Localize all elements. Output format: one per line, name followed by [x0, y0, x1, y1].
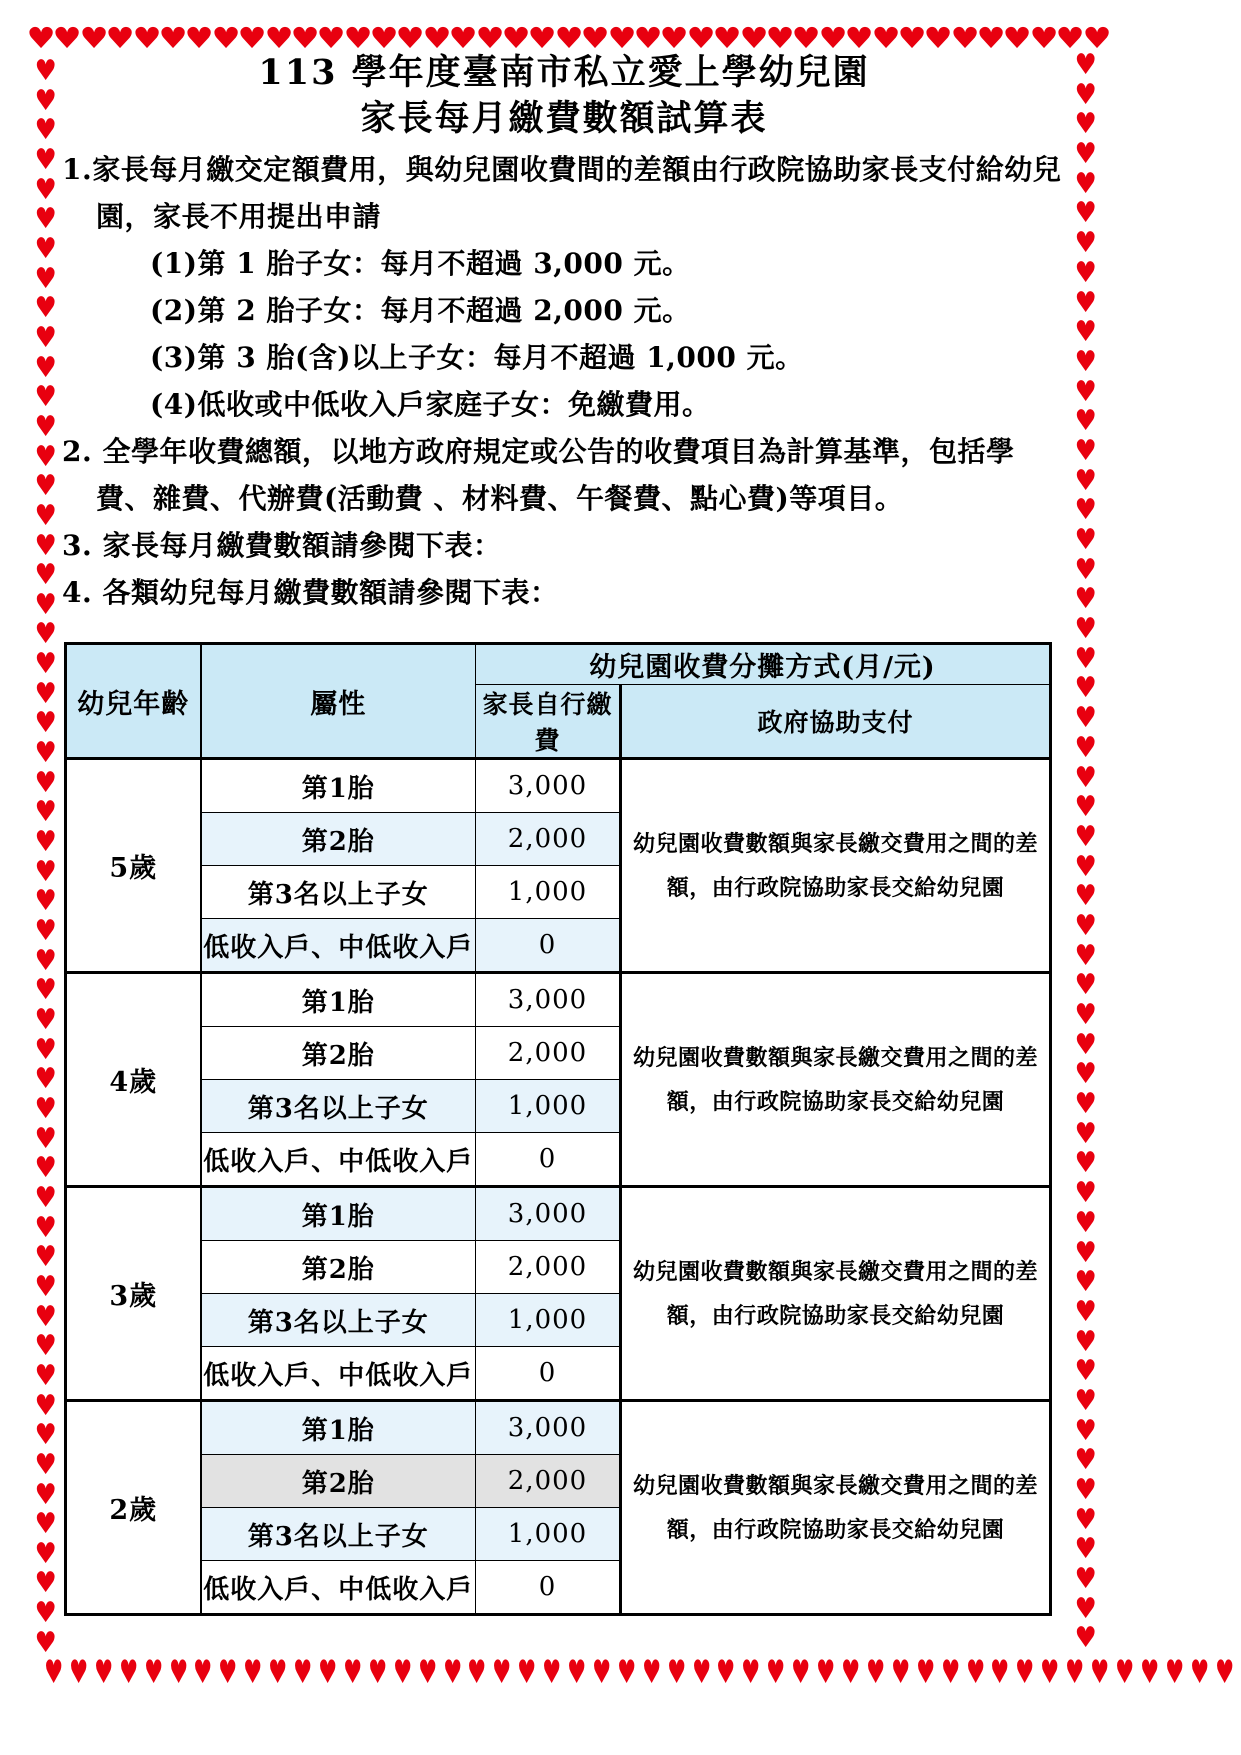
note-item-1: 1.家長每月繳交定額費用，與幼兒園收費間的差額由行政院協助家長支付給幼兒園，家長不用提出申請 [62, 153, 1062, 233]
heart-icon: ♥ [69, 1654, 89, 1692]
heart-icon: ♥ [890, 1654, 911, 1692]
heart-icon: ♥ [1074, 345, 1097, 379]
heart-icon: ♥ [1074, 196, 1097, 230]
parent-fee-cell: 0 [476, 1561, 621, 1615]
heart-icon: ♥ [34, 351, 57, 385]
heart-icon: ♥ [34, 1389, 57, 1423]
column-header-split-method: 幼兒園收費分攤方式(月/元) [476, 644, 1051, 685]
heart-icon: ♥ [417, 1654, 437, 1692]
heart-icon: ♥ [158, 21, 188, 55]
parent-fee-cell: 3,000 [476, 1187, 621, 1241]
heart-icon: ♥ [34, 232, 57, 266]
heart-icon: ♥ [44, 1654, 64, 1692]
heart-icon: ♥ [1189, 1654, 1209, 1692]
heart-icon: ♥ [791, 21, 821, 55]
heart-icon: ♥ [105, 21, 135, 55]
heart-icon: ♥ [34, 1270, 57, 1304]
heart-icon: ♥ [816, 1654, 836, 1692]
heart-icon: ♥ [34, 469, 57, 503]
heart-icon: ♥ [950, 21, 980, 55]
heart-icon: ♥ [1074, 761, 1097, 794]
gov-support-cell: 幼兒園收費數額與家長繳交費用之間的差額，由行政院協助家長交給幼兒園 [621, 1401, 1051, 1615]
attribute-cell: 第3名以上子女 [201, 866, 476, 919]
heart-icon: ♥ [52, 21, 82, 55]
heart-icon: ♥ [34, 262, 57, 296]
heart-icon: ♥ [34, 1240, 57, 1274]
heart-icon: ♥ [34, 380, 57, 414]
heart-icon: ♥ [527, 21, 557, 55]
heart-icon: ♥ [1074, 820, 1097, 854]
heart-icon: ♥ [766, 1654, 786, 1692]
heart-border-top [26, 21, 1112, 55]
heart-icon: ♥ [592, 1654, 612, 1692]
heart-icon: ♥ [1074, 671, 1097, 705]
heart-icon: ♥ [1214, 1654, 1234, 1692]
heart-icon: ♥ [34, 529, 57, 562]
attribute-cell: 第2胎 [201, 1027, 476, 1080]
heart-icon: ♥ [492, 1654, 512, 1692]
heart-icon: ♥ [34, 1359, 57, 1393]
attribute-cell: 第1胎 [201, 1187, 476, 1241]
parent-fee-cell: 0 [476, 919, 621, 973]
page-title-line2: 家長每月繳費數額試算表 [360, 98, 768, 139]
gov-support-cell: 幼兒園收費數額與家長繳交費用之間的差額，由行政院協助家長交給幼兒園 [621, 1187, 1051, 1401]
heart-icon: ♥ [990, 1654, 1010, 1692]
heart-icon: ♥ [897, 21, 927, 55]
heart-icon: ♥ [1002, 21, 1033, 55]
page-title-line1: 113 學年度臺南市私立愛上學幼兒園 [258, 52, 870, 93]
heart-icon: ♥ [1074, 1028, 1097, 1062]
heart-icon: ♥ [132, 21, 162, 55]
note-subitem-1-4: (4)低收或中低收入戶家庭子女：免繳費用。 [150, 388, 711, 421]
heart-icon: ♥ [1074, 256, 1097, 290]
attribute-cell: 第2胎 [201, 1455, 476, 1508]
heart-icon: ♥ [741, 1654, 761, 1692]
heart-icon: ♥ [34, 1003, 57, 1037]
parent-fee-cell: 2,000 [476, 1027, 621, 1080]
heart-icon: ♥ [1074, 137, 1097, 171]
heart-icon: ♥ [1074, 404, 1097, 438]
heart-icon: ♥ [1074, 1176, 1097, 1210]
heart-icon: ♥ [1074, 48, 1097, 82]
heart-icon: ♥ [34, 143, 57, 177]
heart-icon: ♥ [168, 1654, 188, 1692]
heart-icon: ♥ [1015, 1654, 1035, 1692]
heart-icon: ♥ [34, 1092, 57, 1126]
heart-icon: ♥ [34, 677, 57, 711]
parent-fee-cell: 0 [476, 1133, 621, 1187]
parent-fee-cell: 3,000 [476, 1401, 621, 1455]
heart-icon: ♥ [34, 440, 57, 474]
heart-icon: ♥ [1074, 790, 1097, 824]
heart-icon: ♥ [237, 21, 267, 55]
heart-icon: ♥ [1074, 1146, 1097, 1180]
heart-icon: ♥ [1074, 998, 1097, 1032]
column-header-attr: 屬性 [201, 644, 476, 759]
document-content [62, 50, 1066, 1616]
heart-icon: ♥ [34, 1329, 57, 1363]
heart-icon: ♥ [34, 173, 57, 207]
heart-icon: ♥ [34, 766, 57, 800]
age-cell-3歲: 3歲 [66, 1187, 201, 1401]
heart-icon: ♥ [1074, 1236, 1097, 1269]
heart-icon: ♥ [34, 795, 57, 829]
heart-icon: ♥ [34, 617, 57, 651]
heart-border-right [1074, 48, 1097, 1655]
attribute-cell: 第3名以上子女 [201, 1508, 476, 1561]
heart-icon: ♥ [34, 54, 57, 88]
heart-icon: ♥ [290, 21, 320, 55]
heart-icon: ♥ [1074, 553, 1097, 587]
heart-icon: ♥ [268, 1654, 288, 1692]
attribute-cell: 低收入戶、中低收入戶 [201, 1561, 476, 1615]
heart-icon: ♥ [34, 84, 57, 118]
heart-icon: ♥ [1074, 1621, 1097, 1655]
heart-icon: ♥ [1074, 1057, 1097, 1091]
heart-icon: ♥ [1074, 1325, 1097, 1359]
heart-icon: ♥ [1074, 909, 1097, 943]
heart-icon: ♥ [318, 1654, 338, 1692]
attribute-cell: 低收入戶、中低收入戶 [201, 1347, 476, 1401]
heart-icon: ♥ [34, 588, 57, 622]
heart-icon: ♥ [442, 1654, 462, 1692]
heart-icon: ♥ [34, 1626, 57, 1660]
heart-icon: ♥ [26, 21, 56, 55]
heart-icon: ♥ [1065, 1654, 1085, 1692]
heart-icon: ♥ [738, 21, 769, 55]
heart-icon: ♥ [686, 21, 716, 55]
heart-icon: ♥ [293, 1654, 313, 1692]
heart-icon: ♥ [1074, 879, 1097, 913]
heart-icon: ♥ [34, 1566, 57, 1600]
attribute-cell: 第3名以上子女 [201, 1080, 476, 1133]
heart-icon: ♥ [34, 647, 57, 681]
heart-icon: ♥ [369, 21, 399, 55]
heart-icon: ♥ [1074, 1592, 1097, 1626]
attribute-cell: 第2胎 [201, 813, 476, 866]
heart-icon: ♥ [1074, 78, 1097, 112]
heart-icon: ♥ [34, 825, 57, 859]
heart-icon: ♥ [517, 1654, 537, 1692]
heart-icon: ♥ [342, 1654, 363, 1692]
heart-icon: ♥ [1074, 1117, 1097, 1151]
attribute-cell: 第1胎 [201, 759, 476, 813]
heart-border-left [34, 54, 57, 1660]
heart-icon: ♥ [34, 1507, 57, 1541]
heart-icon: ♥ [34, 1418, 57, 1452]
gov-support-cell: 幼兒園收費數額與家長繳交費用之間的差額，由行政院協助家長交給幼兒園 [621, 973, 1051, 1187]
heart-icon: ♥ [1074, 1503, 1097, 1537]
note-subitem-1-2: (2)第 2 胎子女：每月不超過 2,000 元。 [150, 294, 691, 327]
notes-list [62, 146, 1066, 616]
heart-border-bottom [42, 1654, 1236, 1692]
heart-icon: ♥ [1074, 286, 1097, 319]
fee-table [64, 642, 1052, 1616]
heart-icon: ♥ [34, 202, 57, 236]
attribute-cell: 第3名以上子女 [201, 1294, 476, 1347]
heart-icon: ♥ [659, 21, 689, 55]
parent-fee-cell: 1,000 [476, 1080, 621, 1133]
heart-icon: ♥ [844, 21, 874, 55]
heart-icon: ♥ [580, 21, 610, 55]
heart-icon: ♥ [567, 1654, 587, 1692]
heart-icon: ♥ [1082, 21, 1112, 55]
heart-icon: ♥ [118, 1654, 138, 1692]
heart-icon: ♥ [616, 1654, 637, 1692]
heart-icon: ♥ [923, 21, 953, 55]
heart-icon: ♥ [34, 944, 57, 978]
attribute-cell: 低收入戶、中低收入戶 [201, 1133, 476, 1187]
heart-icon: ♥ [1055, 21, 1085, 55]
heart-icon: ♥ [34, 499, 57, 533]
parent-fee-cell: 1,000 [476, 1294, 621, 1347]
heart-icon: ♥ [965, 1654, 985, 1692]
heart-icon: ♥ [395, 21, 426, 55]
heart-icon: ♥ [1074, 1354, 1097, 1388]
heart-icon: ♥ [1074, 968, 1097, 1002]
table-row [66, 1401, 1051, 1455]
parent-fee-cell: 2,000 [476, 1455, 621, 1508]
heart-icon: ♥ [34, 973, 57, 1007]
heart-icon: ♥ [34, 1062, 57, 1096]
heart-icon: ♥ [218, 1654, 238, 1692]
heart-icon: ♥ [1115, 1654, 1135, 1692]
heart-icon: ♥ [1164, 1654, 1184, 1692]
column-header-gov-pay: 政府協助支付 [621, 685, 1051, 759]
heart-icon: ♥ [841, 1654, 861, 1692]
heart-icon: ♥ [1074, 167, 1097, 201]
attribute-cell: 第2胎 [201, 1241, 476, 1294]
heart-icon: ♥ [1074, 612, 1097, 646]
heart-icon: ♥ [263, 21, 294, 55]
heart-icon: ♥ [34, 1478, 57, 1511]
heart-icon: ♥ [940, 1654, 960, 1692]
heart-icon: ♥ [866, 1654, 886, 1692]
table-row [66, 973, 1051, 1027]
parent-fee-cell: 0 [476, 1347, 621, 1401]
heart-icon: ♥ [467, 1654, 487, 1692]
heart-icon: ♥ [915, 1654, 935, 1692]
heart-icon: ♥ [1074, 375, 1097, 409]
heart-icon: ♥ [501, 21, 531, 55]
heart-icon: ♥ [1074, 1473, 1097, 1507]
heart-icon: ♥ [716, 1654, 736, 1692]
heart-icon: ♥ [34, 291, 57, 325]
heart-icon: ♥ [34, 706, 57, 740]
heart-icon: ♥ [34, 1151, 57, 1185]
parent-fee-cell: 3,000 [476, 759, 621, 813]
heart-icon: ♥ [870, 21, 901, 55]
heart-icon: ♥ [554, 21, 584, 55]
heart-icon: ♥ [542, 1654, 562, 1692]
heart-icon: ♥ [1074, 315, 1097, 349]
parent-fee-cell: 3,000 [476, 973, 621, 1027]
heart-icon: ♥ [184, 21, 214, 55]
heart-icon: ♥ [1074, 1562, 1097, 1596]
heart-icon: ♥ [243, 1654, 263, 1692]
heart-icon: ♥ [1074, 1206, 1097, 1240]
column-header-parent-pay: 家長自行繳費 [476, 685, 621, 759]
parent-fee-cell: 1,000 [476, 1508, 621, 1561]
note-item-2: 2. 全學年收費總額，以地方政府規定或公告的收費項目為計算基準，包括學費、雜費、代辦費(活動費 、材料費、午餐費、點心費)等項目。 [62, 435, 1015, 515]
heart-icon: ♥ [1074, 1443, 1097, 1477]
heart-icon: ♥ [1074, 493, 1097, 527]
heart-icon: ♥ [1029, 21, 1059, 55]
heart-icon: ♥ [1074, 701, 1097, 735]
heart-icon: ♥ [34, 884, 57, 918]
parent-fee-cell: 2,000 [476, 1241, 621, 1294]
heart-icon: ♥ [211, 21, 241, 55]
heart-icon: ♥ [392, 1654, 412, 1692]
heart-icon: ♥ [448, 21, 478, 55]
parent-fee-cell: 1,000 [476, 866, 621, 919]
heart-icon: ♥ [1090, 1654, 1110, 1692]
parent-fee-cell: 2,000 [476, 813, 621, 866]
note-item-4: 4. 各類幼兒每月繳費數額請參閱下表： [62, 576, 559, 609]
heart-icon: ♥ [367, 1654, 387, 1692]
heart-icon: ♥ [1074, 731, 1097, 765]
note-item-3: 3. 家長每月繳費數額請參閱下表： [62, 529, 502, 562]
note-subitem-1-1: (1)第 1 胎子女：每月不超過 3,000 元。 [150, 247, 691, 280]
heart-icon: ♥ [1074, 107, 1097, 141]
heart-icon: ♥ [1074, 939, 1097, 973]
heart-icon: ♥ [475, 21, 505, 55]
fee-table-header [66, 644, 1051, 759]
heart-icon: ♥ [1074, 850, 1097, 884]
heart-icon: ♥ [1139, 1654, 1160, 1692]
heart-icon: ♥ [193, 1654, 213, 1692]
heart-icon: ♥ [34, 113, 57, 147]
heart-icon: ♥ [1074, 523, 1097, 557]
heart-icon: ♥ [34, 1448, 57, 1482]
heart-icon: ♥ [1074, 226, 1097, 260]
table-row [66, 1187, 1051, 1241]
heart-icon: ♥ [641, 1654, 661, 1692]
fee-table-body [66, 759, 1051, 1615]
age-cell-5歲: 5歲 [66, 759, 201, 973]
heart-icon: ♥ [633, 21, 663, 55]
heart-icon: ♥ [34, 1181, 57, 1215]
heart-icon: ♥ [1074, 434, 1097, 468]
heart-icon: ♥ [1074, 582, 1097, 616]
heart-icon: ♥ [79, 21, 109, 55]
heart-icon: ♥ [765, 21, 795, 55]
attribute-cell: 第1胎 [201, 1401, 476, 1455]
attribute-cell: 低收入戶、中低收入戶 [201, 919, 476, 973]
heart-icon: ♥ [422, 21, 452, 55]
heart-icon: ♥ [34, 914, 57, 948]
heart-icon: ♥ [34, 410, 57, 444]
heart-icon: ♥ [34, 855, 57, 889]
gov-support-cell: 幼兒園收費數額與家長繳交費用之間的差額，由行政院協助家長交給幼兒園 [621, 759, 1051, 973]
heart-icon: ♥ [34, 1537, 57, 1571]
heart-icon: ♥ [791, 1654, 811, 1692]
heart-icon: ♥ [34, 1033, 57, 1067]
heart-icon: ♥ [93, 1654, 114, 1692]
heart-icon: ♥ [34, 558, 57, 592]
heart-icon: ♥ [34, 1122, 57, 1156]
note-subitem-1-3: (3)第 3 胎(含)以上子女：每月不超過 1,000 元。 [150, 341, 804, 374]
heart-icon: ♥ [1074, 464, 1097, 498]
heart-icon: ♥ [1074, 1295, 1097, 1329]
heart-icon: ♥ [316, 21, 346, 55]
column-header-age: 幼兒年齡 [66, 644, 201, 759]
heart-icon: ♥ [712, 21, 742, 55]
age-cell-4歲: 4歲 [66, 973, 201, 1187]
heart-icon: ♥ [34, 1596, 57, 1630]
heart-icon: ♥ [1074, 1087, 1097, 1121]
heart-icon: ♥ [34, 1211, 57, 1245]
table-row [66, 759, 1051, 813]
heart-icon: ♥ [666, 1654, 686, 1692]
age-cell-2歲: 2歲 [66, 1401, 201, 1615]
heart-icon: ♥ [143, 1654, 163, 1692]
heart-icon: ♥ [691, 1654, 711, 1692]
heart-icon: ♥ [343, 21, 373, 55]
heart-icon: ♥ [1074, 642, 1097, 676]
attribute-cell: 第1胎 [201, 973, 476, 1027]
heart-icon: ♥ [34, 736, 57, 770]
heart-icon: ♥ [976, 21, 1006, 55]
heart-icon: ♥ [1040, 1654, 1060, 1692]
heart-icon: ♥ [818, 21, 848, 55]
heart-icon: ♥ [1074, 1265, 1097, 1299]
heart-icon: ♥ [1074, 1532, 1097, 1566]
heart-icon: ♥ [34, 1300, 57, 1334]
heart-icon: ♥ [607, 21, 637, 55]
heart-icon: ♥ [34, 321, 57, 355]
heart-icon: ♥ [1074, 1384, 1097, 1418]
heart-icon: ♥ [1074, 1414, 1097, 1448]
